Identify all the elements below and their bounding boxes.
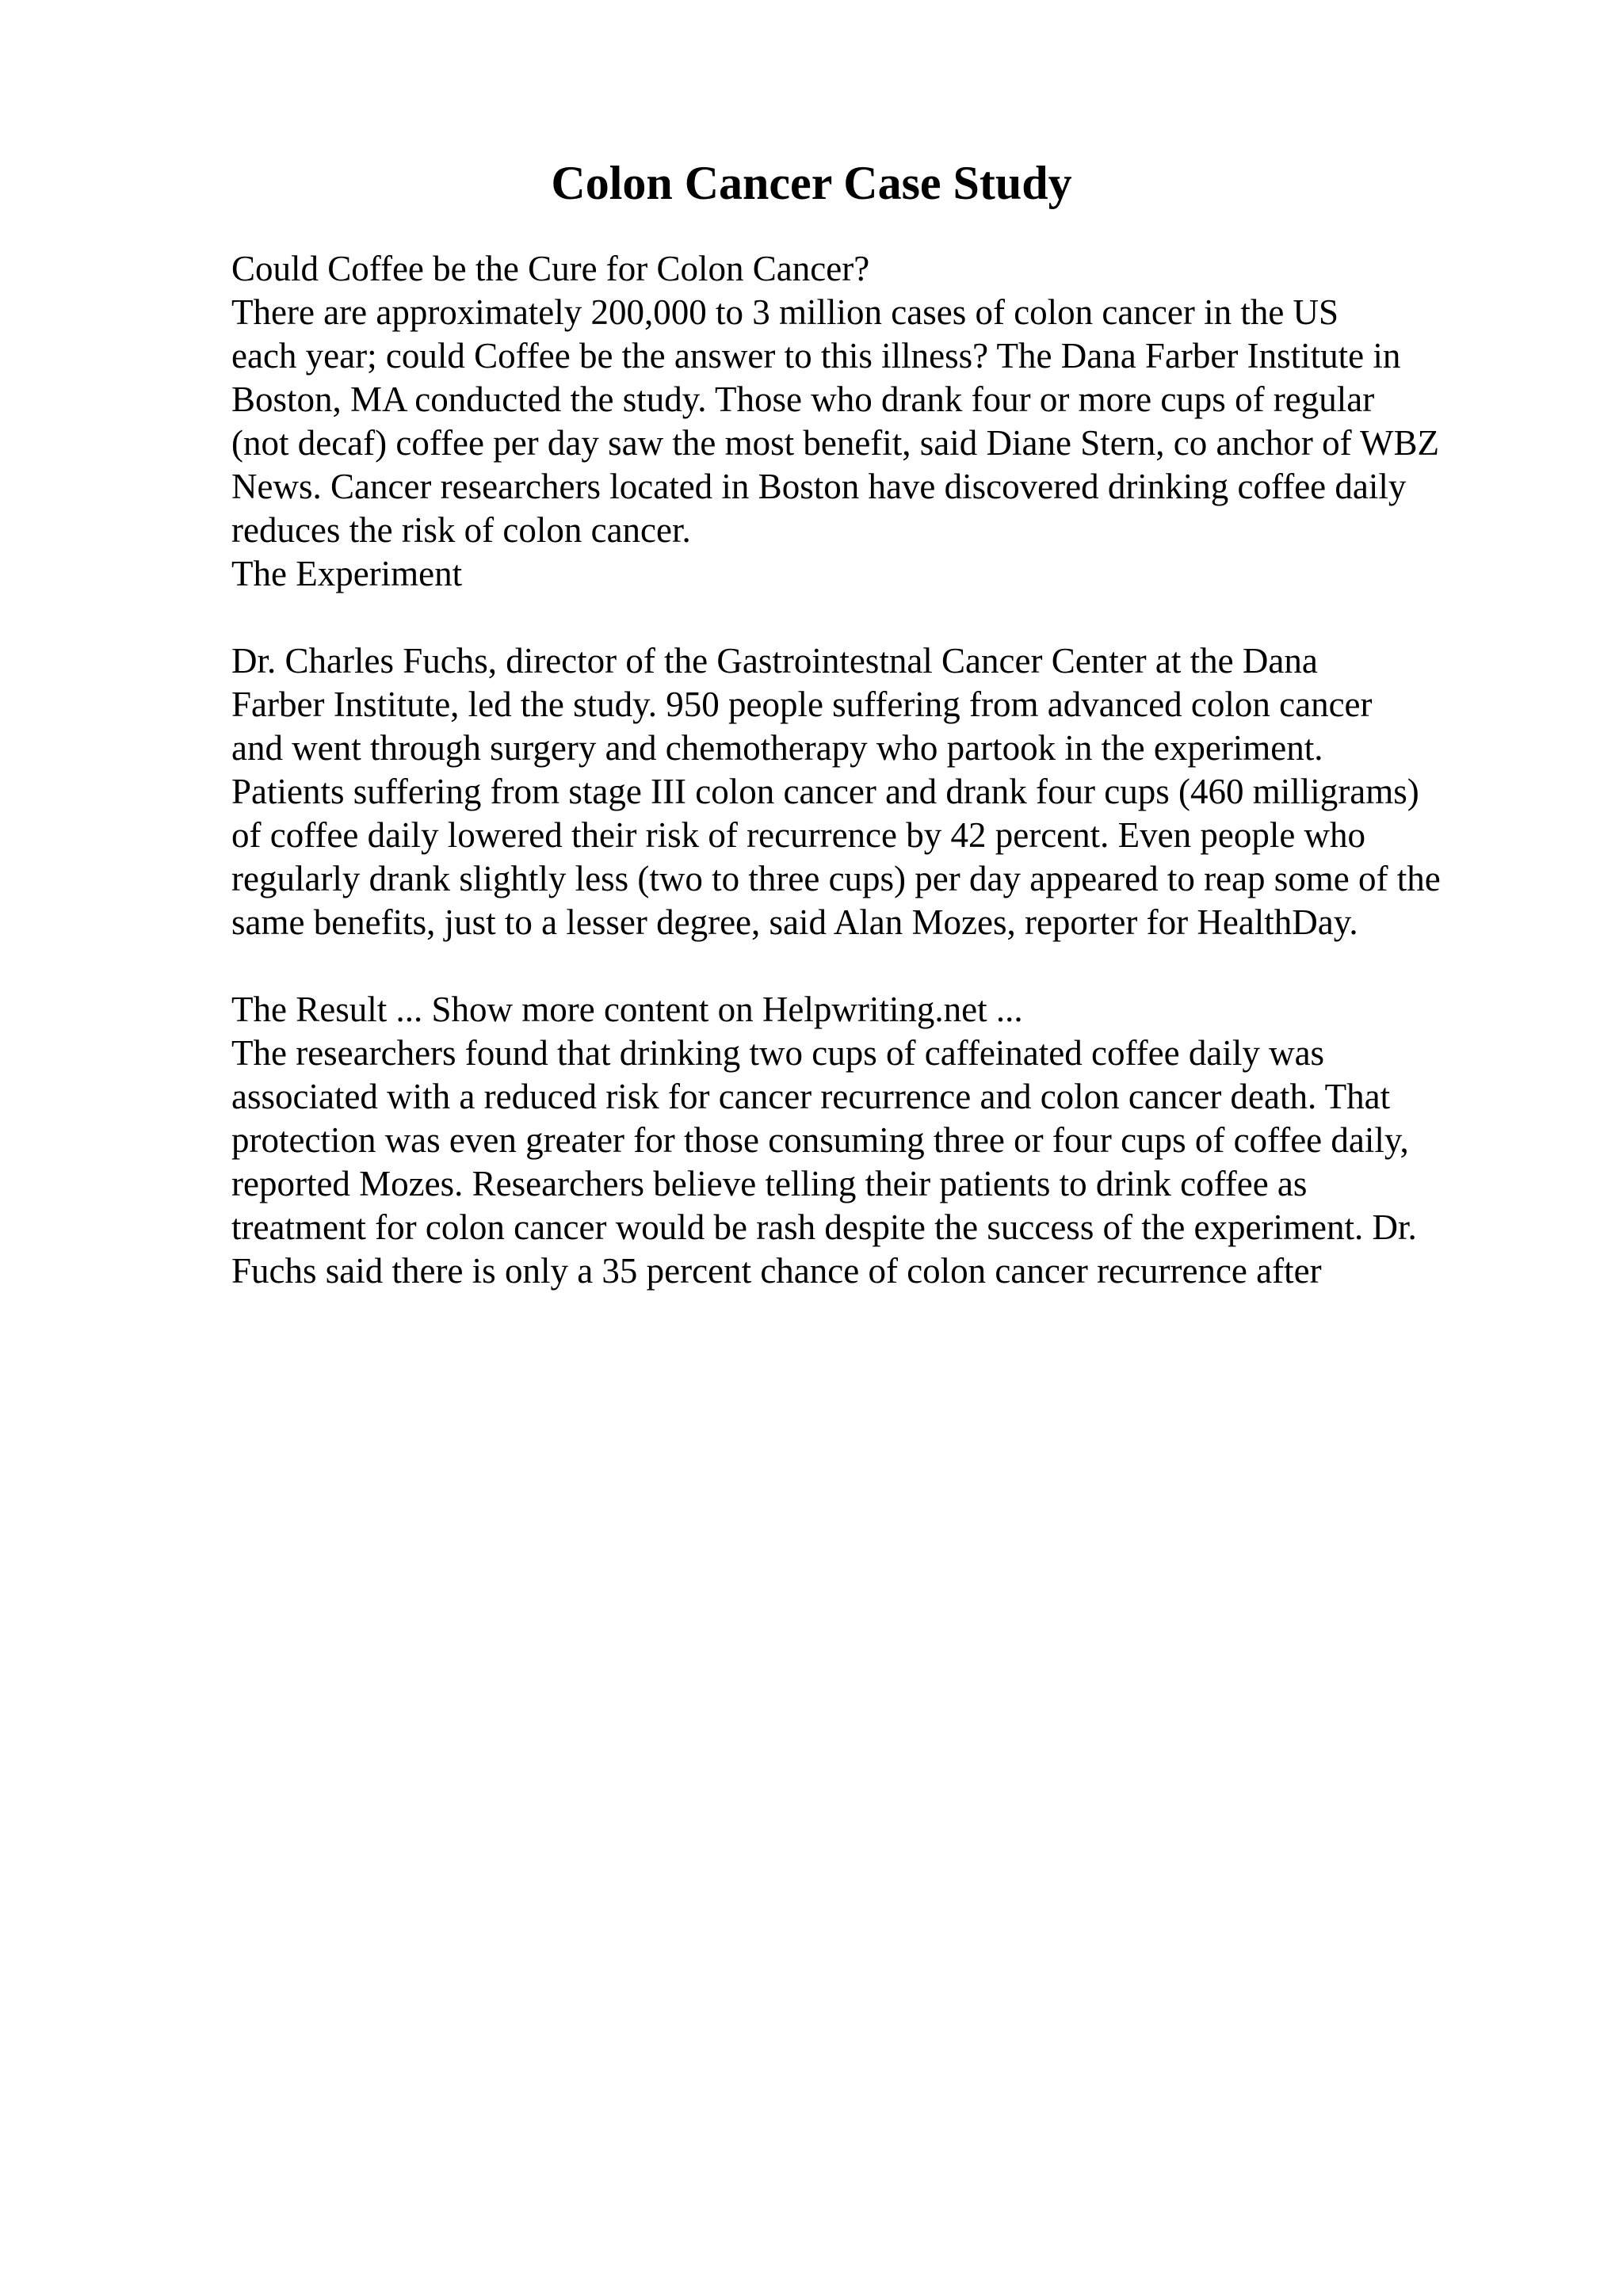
text-line: reported Mozes. Researchers believe telling their patients to drink coffee as xyxy=(231,1164,1308,1203)
text-line: reduces the risk of colon cancer. xyxy=(231,510,691,550)
document-title: Colon Cancer Case Study xyxy=(551,157,1072,209)
text-line: News. Cancer researchers located in Boston have discovered drinking coffee daily xyxy=(231,467,1407,506)
text-line: each year; could Coffee be the answer to this illness? The Dana Farber Institute in xyxy=(231,336,1401,376)
text-line: Patients suffering from stage III colon cancer and drank four cups (460 milligrams) xyxy=(231,772,1419,811)
text-line: Could Coffee be the Cure for Colon Cancer? xyxy=(231,249,870,288)
text-line: of coffee daily lowered their risk of recurrence by 42 percent. Even people who xyxy=(231,815,1366,855)
section-heading-experiment: The Experiment xyxy=(231,554,463,593)
text-line: Boston, MA conducted the study. Those who drank four or more cups of regular xyxy=(231,379,1375,419)
text-line: Dr. Charles Fuchs, director of the Gastrointestnal Cancer Center at the Dana xyxy=(231,641,1318,681)
text-line: There are approximately 200,000 to 3 million cases of colon cancer in the US xyxy=(231,292,1339,332)
text-line: Farber Institute, led the study. 950 people suffering from advanced colon cancer xyxy=(231,685,1373,724)
blank-line xyxy=(231,944,1515,988)
section-heading-result: The Result ... Show more content on Helpwriting.net ... xyxy=(231,990,1023,1029)
text-line: protection was even greater for those consuming three or four cups of coffee daily, xyxy=(231,1120,1409,1160)
text-line: same benefits, just to a lesser degree, said Alan Mozes, reporter for HealthDay. xyxy=(231,902,1358,942)
text-line: associated with a reduced risk for cancer recurrence and colon cancer death. That xyxy=(231,1077,1391,1116)
text-line: treatment for colon cancer would be rash despite the success of the experiment. Dr. xyxy=(231,1207,1417,1247)
text-line: (not decaf) coffee per day saw the most benefit, said Diane Stern, co anchor of WBZ xyxy=(231,423,1440,463)
text-line: regularly drank slightly less (two to three cups) per day appeared to reap some of the xyxy=(231,859,1441,898)
blank-line xyxy=(231,596,1515,639)
text-line: and went through surgery and chemotherapy who partook in the experiment. xyxy=(231,728,1323,768)
document-body xyxy=(231,247,1515,1293)
text-line: Fuchs said there is only a 35 percent chance of colon cancer recurrence after xyxy=(231,1251,1322,1291)
text-line: The researchers found that drinking two cups of caffeinated coffee daily was xyxy=(231,1033,1325,1073)
